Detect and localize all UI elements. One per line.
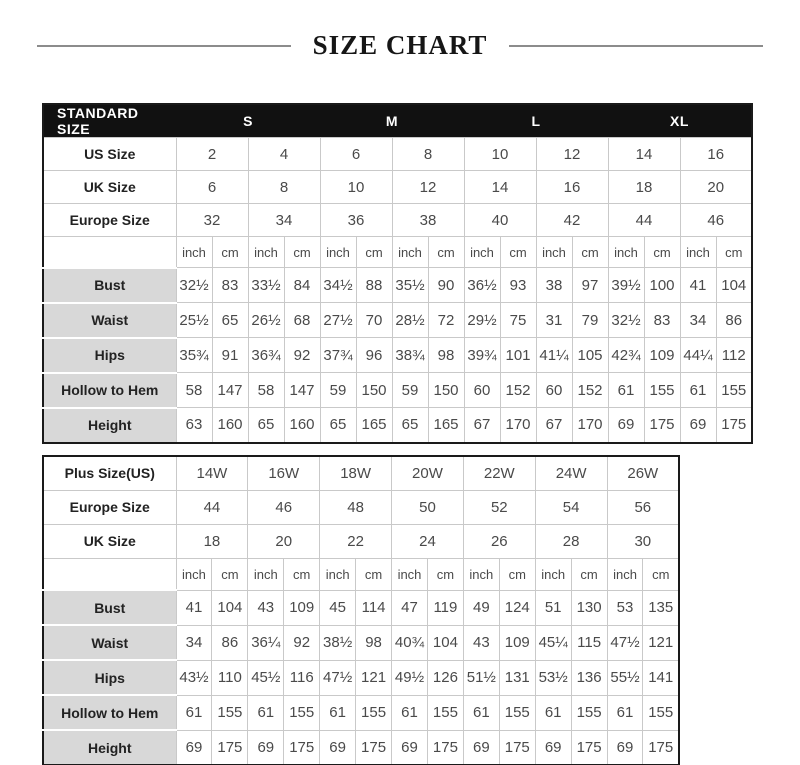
unit-cell: cm <box>643 558 679 590</box>
measure-row-label: Waist <box>43 625 176 660</box>
unit-cell: cm <box>356 237 392 268</box>
title-divider-left-line <box>37 45 291 47</box>
measure-value-cell: 40¾ <box>392 625 428 660</box>
size-value-cell: 24 <box>392 524 464 558</box>
measure-value-cell: 42¾ <box>608 338 644 373</box>
unit-cell: inch <box>176 237 212 268</box>
unit-cell: inch <box>248 237 284 268</box>
measure-value-cell: 175 <box>644 408 680 443</box>
measure-value-cell: 147 <box>212 373 248 408</box>
size-group-header: S <box>176 104 320 138</box>
measure-value-cell: 61 <box>607 695 643 730</box>
measure-row <box>43 590 679 625</box>
unit-cell: cm <box>571 558 607 590</box>
measure-value-cell: 101 <box>500 338 536 373</box>
measure-value-cell: 72 <box>428 303 464 338</box>
measure-value-cell: 49 <box>463 590 499 625</box>
measure-row <box>43 373 752 408</box>
measure-value-cell: 34 <box>176 625 212 660</box>
measure-value-cell: 100 <box>644 268 680 303</box>
measure-value-cell: 32½ <box>608 303 644 338</box>
measure-row <box>43 695 679 730</box>
unit-cell: inch <box>608 237 644 268</box>
measure-value-cell: 43½ <box>176 660 212 695</box>
size-value-cell: 42 <box>536 204 608 237</box>
measure-value-cell: 31 <box>536 303 572 338</box>
measure-value-cell: 175 <box>716 408 752 443</box>
size-value-cell: 34 <box>248 204 320 237</box>
measure-row <box>43 303 752 338</box>
title-row <box>0 30 800 61</box>
measure-value-cell: 27½ <box>320 303 356 338</box>
size-row <box>43 138 752 171</box>
measure-row-label: Waist <box>43 303 176 338</box>
size-value-cell: 40 <box>464 204 536 237</box>
size-row <box>43 171 752 204</box>
size-value-cell: 54 <box>535 490 607 524</box>
measure-value-cell: 69 <box>392 730 428 765</box>
measure-value-cell: 175 <box>356 730 392 765</box>
measure-value-cell: 155 <box>644 373 680 408</box>
size-value-cell: 14 <box>464 171 536 204</box>
page-title: SIZE CHART <box>312 30 488 60</box>
unit-cell: inch <box>535 558 571 590</box>
size-value-cell: 10 <box>320 171 392 204</box>
standard-size-table <box>42 103 753 444</box>
unit-cell: cm <box>499 558 535 590</box>
measure-value-cell: 33½ <box>248 268 284 303</box>
measure-value-cell: 86 <box>716 303 752 338</box>
measure-value-cell: 105 <box>572 338 608 373</box>
measure-value-cell: 141 <box>643 660 679 695</box>
measure-value-cell: 39¾ <box>464 338 500 373</box>
measure-value-cell: 88 <box>356 268 392 303</box>
measure-value-cell: 59 <box>392 373 428 408</box>
size-value-cell: 50 <box>392 490 464 524</box>
measure-value-cell: 25½ <box>176 303 212 338</box>
measure-value-cell: 155 <box>427 695 463 730</box>
size-row-label: Europe Size <box>43 204 176 237</box>
size-group-header: L <box>464 104 608 138</box>
measure-value-cell: 65 <box>392 408 428 443</box>
measure-value-cell: 53 <box>607 590 643 625</box>
measure-value-cell: 37¾ <box>320 338 356 373</box>
measure-value-cell: 109 <box>284 590 320 625</box>
measure-value-cell: 110 <box>212 660 248 695</box>
measure-value-cell: 29½ <box>464 303 500 338</box>
measure-value-cell: 61 <box>463 695 499 730</box>
unit-cell: cm <box>212 558 248 590</box>
measure-value-cell: 38¾ <box>392 338 428 373</box>
measure-value-cell: 47½ <box>607 625 643 660</box>
measure-value-cell: 45¼ <box>535 625 571 660</box>
measure-value-cell: 36½ <box>464 268 500 303</box>
size-value-cell: 20 <box>680 171 752 204</box>
size-row-label: Europe Size <box>43 490 176 524</box>
measure-value-cell: 98 <box>356 625 392 660</box>
unit-cell: cm <box>284 237 320 268</box>
measure-value-cell: 86 <box>212 625 248 660</box>
size-value-cell: 8 <box>392 138 464 171</box>
size-row-label: Plus Size(US) <box>43 456 176 490</box>
size-row-label: UK Size <box>43 171 176 204</box>
measure-row-label: Hips <box>43 338 176 373</box>
size-row <box>43 524 679 558</box>
measure-value-cell: 175 <box>212 730 248 765</box>
measure-value-cell: 61 <box>535 695 571 730</box>
measure-row-label: Hollow to Hem <box>43 695 176 730</box>
measure-value-cell: 53½ <box>535 660 571 695</box>
measure-value-cell: 83 <box>212 268 248 303</box>
measure-row <box>43 660 679 695</box>
measure-value-cell: 136 <box>571 660 607 695</box>
measure-value-cell: 47 <box>392 590 428 625</box>
measure-value-cell: 69 <box>248 730 284 765</box>
measure-value-cell: 109 <box>644 338 680 373</box>
measure-value-cell: 152 <box>500 373 536 408</box>
measure-value-cell: 165 <box>356 408 392 443</box>
size-value-cell: 18 <box>608 171 680 204</box>
measure-value-cell: 39½ <box>608 268 644 303</box>
unit-cell: inch <box>607 558 643 590</box>
measure-value-cell: 121 <box>643 625 679 660</box>
measure-value-cell: 150 <box>356 373 392 408</box>
measure-value-cell: 160 <box>212 408 248 443</box>
unit-row-empty-label <box>43 558 176 590</box>
table-header-label: STANDARD SIZE <box>43 104 176 138</box>
unit-cell: inch <box>536 237 572 268</box>
measure-value-cell: 152 <box>572 373 608 408</box>
measure-value-cell: 61 <box>608 373 644 408</box>
measure-value-cell: 47½ <box>320 660 356 695</box>
measure-value-cell: 60 <box>536 373 572 408</box>
measure-row-label: Hips <box>43 660 176 695</box>
measure-value-cell: 61 <box>320 695 356 730</box>
measure-value-cell: 61 <box>392 695 428 730</box>
measure-value-cell: 65 <box>212 303 248 338</box>
size-value-cell: 38 <box>392 204 464 237</box>
size-value-cell: 28 <box>535 524 607 558</box>
size-value-cell: 20W <box>392 456 464 490</box>
unit-cell: inch <box>392 558 428 590</box>
measure-value-cell: 41 <box>680 268 716 303</box>
measure-value-cell: 69 <box>320 730 356 765</box>
unit-cell: cm <box>572 237 608 268</box>
measure-value-cell: 92 <box>284 625 320 660</box>
measure-value-cell: 32½ <box>176 268 212 303</box>
measure-value-cell: 155 <box>643 695 679 730</box>
size-value-cell: 44 <box>608 204 680 237</box>
measure-value-cell: 35½ <box>392 268 428 303</box>
measure-value-cell: 61 <box>176 695 212 730</box>
unit-cell: inch <box>320 237 356 268</box>
unit-cell: inch <box>392 237 428 268</box>
unit-cell: cm <box>428 237 464 268</box>
size-value-cell: 30 <box>607 524 679 558</box>
measure-value-cell: 115 <box>571 625 607 660</box>
title-divider-right-line <box>509 45 763 47</box>
unit-cell: cm <box>716 237 752 268</box>
unit-cell: inch <box>464 237 500 268</box>
measure-value-cell: 36¾ <box>248 338 284 373</box>
unit-row <box>43 558 679 590</box>
size-value-cell: 16W <box>248 456 320 490</box>
size-value-cell: 48 <box>320 490 392 524</box>
size-value-cell: 4 <box>248 138 320 171</box>
measure-row <box>43 338 752 373</box>
measure-value-cell: 170 <box>500 408 536 443</box>
measure-value-cell: 126 <box>427 660 463 695</box>
size-value-cell: 56 <box>607 490 679 524</box>
size-value-cell: 18 <box>176 524 248 558</box>
unit-cell: cm <box>212 237 248 268</box>
measure-value-cell: 67 <box>536 408 572 443</box>
size-value-cell: 12 <box>392 171 464 204</box>
measure-value-cell: 116 <box>284 660 320 695</box>
size-value-cell: 14W <box>176 456 248 490</box>
measure-row-label: Height <box>43 730 176 765</box>
size-value-cell: 8 <box>248 171 320 204</box>
measure-value-cell: 34½ <box>320 268 356 303</box>
measure-value-cell: 104 <box>212 590 248 625</box>
size-group-header: XL <box>608 104 752 138</box>
measure-value-cell: 45½ <box>248 660 284 695</box>
measure-value-cell: 69 <box>176 730 212 765</box>
size-value-cell: 22 <box>320 524 392 558</box>
measure-value-cell: 58 <box>248 373 284 408</box>
size-row <box>43 490 679 524</box>
size-value-cell: 16 <box>680 138 752 171</box>
measure-value-cell: 104 <box>427 625 463 660</box>
measure-value-cell: 45 <box>320 590 356 625</box>
measure-row <box>43 268 752 303</box>
measure-value-cell: 165 <box>428 408 464 443</box>
unit-row <box>43 237 752 268</box>
measure-value-cell: 175 <box>427 730 463 765</box>
measure-value-cell: 160 <box>284 408 320 443</box>
measure-value-cell: 175 <box>571 730 607 765</box>
measure-value-cell: 69 <box>607 730 643 765</box>
size-value-cell: 24W <box>535 456 607 490</box>
measure-value-cell: 124 <box>499 590 535 625</box>
size-row <box>43 456 679 490</box>
measure-value-cell: 43 <box>248 590 284 625</box>
measure-value-cell: 38½ <box>320 625 356 660</box>
unit-cell: inch <box>680 237 716 268</box>
measure-value-cell: 41¼ <box>536 338 572 373</box>
size-value-cell: 10 <box>464 138 536 171</box>
measure-value-cell: 131 <box>499 660 535 695</box>
measure-value-cell: 96 <box>356 338 392 373</box>
measure-row-label: Bust <box>43 590 176 625</box>
measure-value-cell: 35¾ <box>176 338 212 373</box>
size-value-cell: 26W <box>607 456 679 490</box>
measure-value-cell: 69 <box>463 730 499 765</box>
size-value-cell: 44 <box>176 490 248 524</box>
measure-value-cell: 26½ <box>248 303 284 338</box>
unit-cell: inch <box>176 558 212 590</box>
unit-cell: cm <box>644 237 680 268</box>
measure-value-cell: 63 <box>176 408 212 443</box>
measure-row-label: Bust <box>43 268 176 303</box>
unit-cell: cm <box>427 558 463 590</box>
measure-value-cell: 93 <box>500 268 536 303</box>
measure-value-cell: 43 <box>463 625 499 660</box>
size-row <box>43 204 752 237</box>
unit-cell: cm <box>284 558 320 590</box>
measure-row-label: Hollow to Hem <box>43 373 176 408</box>
size-group-header: M <box>320 104 464 138</box>
measure-row <box>43 625 679 660</box>
size-value-cell: 16 <box>536 171 608 204</box>
measure-value-cell: 121 <box>356 660 392 695</box>
measure-value-cell: 155 <box>499 695 535 730</box>
measure-value-cell: 58 <box>176 373 212 408</box>
measure-value-cell: 79 <box>572 303 608 338</box>
size-value-cell: 14 <box>608 138 680 171</box>
measure-value-cell: 98 <box>428 338 464 373</box>
size-value-cell: 18W <box>320 456 392 490</box>
measure-value-cell: 155 <box>212 695 248 730</box>
measure-value-cell: 91 <box>212 338 248 373</box>
measure-value-cell: 36¼ <box>248 625 284 660</box>
measure-row-label: Height <box>43 408 176 443</box>
measure-value-cell: 155 <box>716 373 752 408</box>
measure-value-cell: 90 <box>428 268 464 303</box>
measure-value-cell: 65 <box>248 408 284 443</box>
measure-value-cell: 175 <box>499 730 535 765</box>
measure-value-cell: 68 <box>284 303 320 338</box>
measure-value-cell: 84 <box>284 268 320 303</box>
measure-value-cell: 150 <box>428 373 464 408</box>
measure-value-cell: 51 <box>535 590 571 625</box>
size-value-cell: 52 <box>463 490 535 524</box>
measure-value-cell: 175 <box>284 730 320 765</box>
measure-value-cell: 38 <box>536 268 572 303</box>
measure-value-cell: 83 <box>644 303 680 338</box>
measure-value-cell: 67 <box>464 408 500 443</box>
measure-value-cell: 34 <box>680 303 716 338</box>
size-value-cell: 32 <box>176 204 248 237</box>
measure-value-cell: 97 <box>572 268 608 303</box>
size-value-cell: 20 <box>248 524 320 558</box>
measure-value-cell: 69 <box>535 730 571 765</box>
unit-cell: inch <box>320 558 356 590</box>
measure-value-cell: 51½ <box>463 660 499 695</box>
unit-cell: cm <box>500 237 536 268</box>
measure-row <box>43 408 752 443</box>
plus-size-table <box>42 455 680 765</box>
size-value-cell: 46 <box>248 490 320 524</box>
measure-row <box>43 730 679 765</box>
measure-value-cell: 75 <box>500 303 536 338</box>
size-row-label: UK Size <box>43 524 176 558</box>
size-value-cell: 26 <box>463 524 535 558</box>
measure-value-cell: 130 <box>571 590 607 625</box>
size-row-label: US Size <box>43 138 176 171</box>
measure-value-cell: 69 <box>608 408 644 443</box>
measure-value-cell: 147 <box>284 373 320 408</box>
measure-value-cell: 69 <box>680 408 716 443</box>
measure-value-cell: 170 <box>572 408 608 443</box>
unit-cell: inch <box>248 558 284 590</box>
size-value-cell: 6 <box>176 171 248 204</box>
measure-value-cell: 59 <box>320 373 356 408</box>
unit-row-empty-label <box>43 237 176 268</box>
measure-value-cell: 41 <box>176 590 212 625</box>
size-value-cell: 46 <box>680 204 752 237</box>
measure-value-cell: 155 <box>571 695 607 730</box>
measure-value-cell: 44¼ <box>680 338 716 373</box>
measure-value-cell: 60 <box>464 373 500 408</box>
size-value-cell: 12 <box>536 138 608 171</box>
measure-value-cell: 175 <box>643 730 679 765</box>
measure-value-cell: 109 <box>499 625 535 660</box>
measure-value-cell: 104 <box>716 268 752 303</box>
measure-value-cell: 61 <box>680 373 716 408</box>
measure-value-cell: 119 <box>427 590 463 625</box>
size-value-cell: 2 <box>176 138 248 171</box>
size-value-cell: 6 <box>320 138 392 171</box>
size-value-cell: 36 <box>320 204 392 237</box>
measure-value-cell: 70 <box>356 303 392 338</box>
measure-value-cell: 55½ <box>607 660 643 695</box>
measure-value-cell: 28½ <box>392 303 428 338</box>
size-value-cell: 22W <box>463 456 535 490</box>
measure-value-cell: 49½ <box>392 660 428 695</box>
measure-value-cell: 112 <box>716 338 752 373</box>
measure-value-cell: 92 <box>284 338 320 373</box>
measure-value-cell: 114 <box>356 590 392 625</box>
measure-value-cell: 135 <box>643 590 679 625</box>
measure-value-cell: 155 <box>356 695 392 730</box>
measure-value-cell: 61 <box>248 695 284 730</box>
unit-cell: cm <box>356 558 392 590</box>
measure-value-cell: 65 <box>320 408 356 443</box>
unit-cell: inch <box>463 558 499 590</box>
measure-value-cell: 155 <box>284 695 320 730</box>
